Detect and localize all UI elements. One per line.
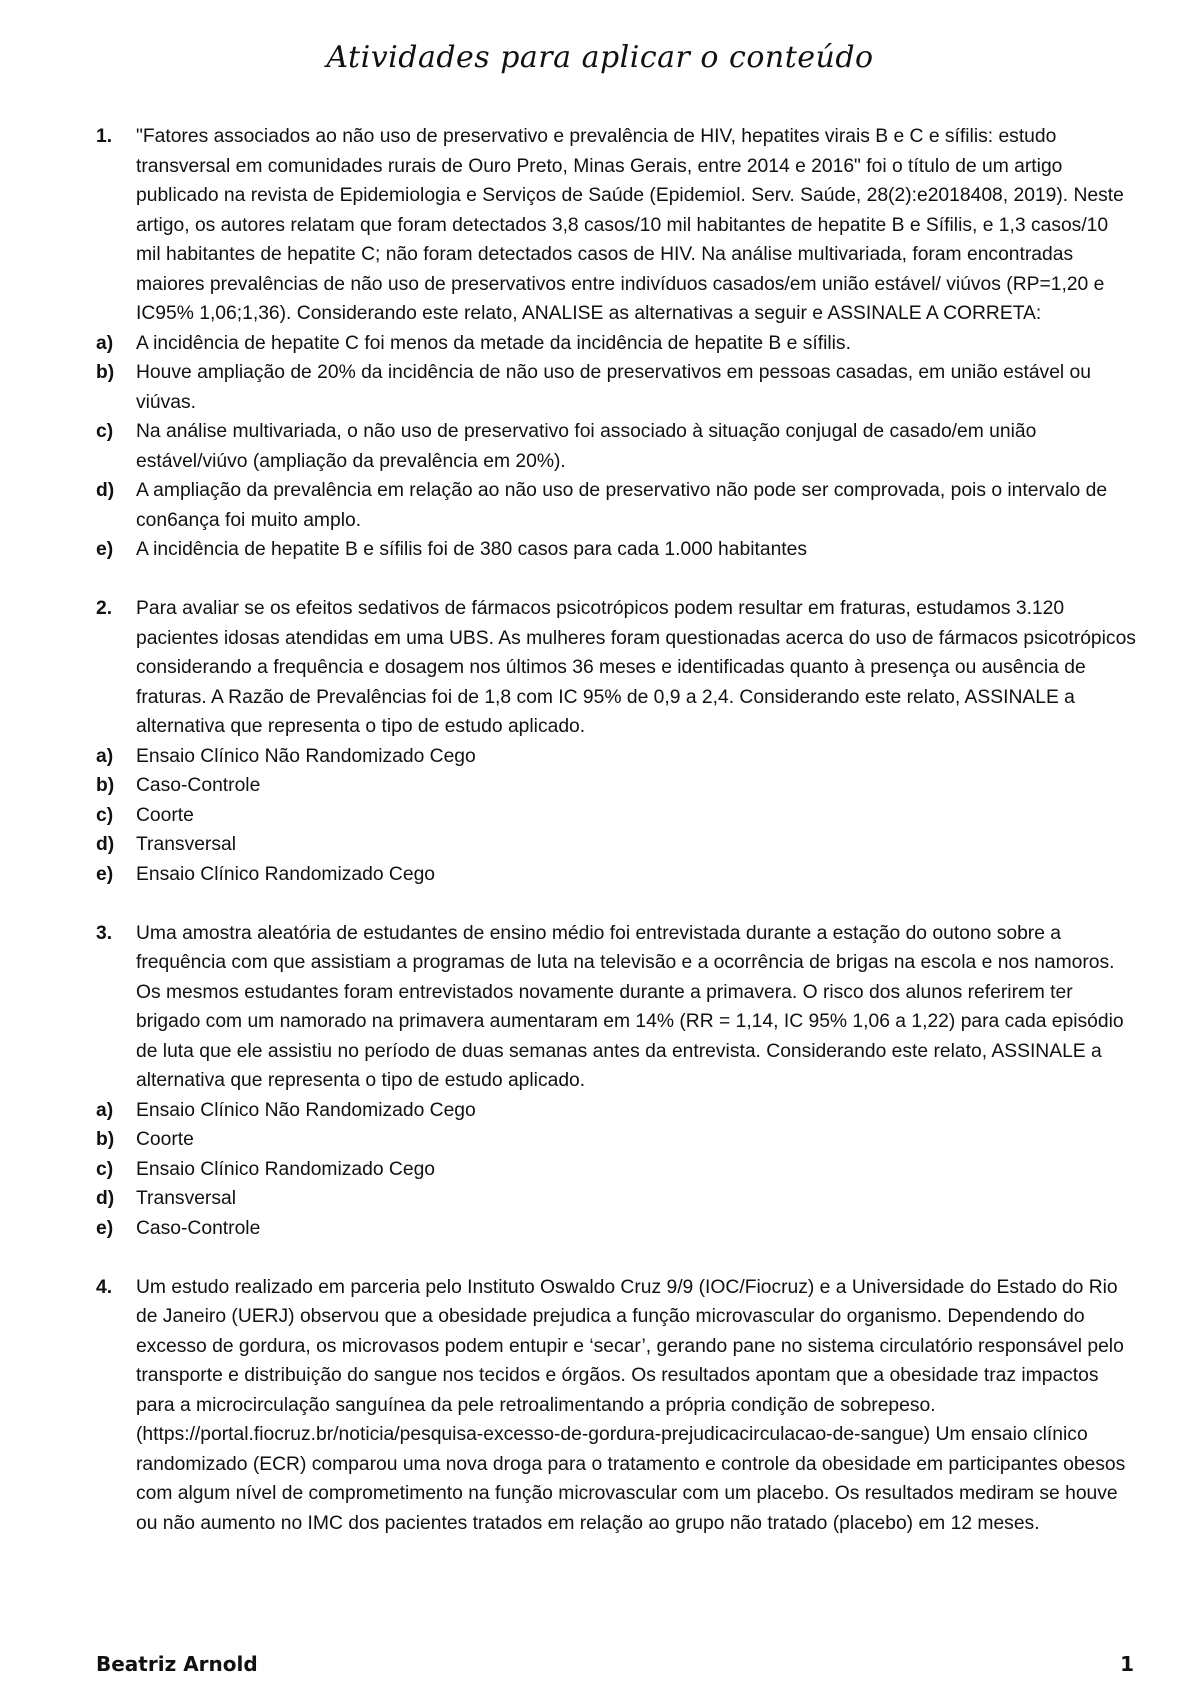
- question-2: [96, 594, 1136, 742]
- spacer: [96, 889, 1136, 919]
- option-label: d): [96, 1188, 115, 1209]
- option-e: [96, 535, 1136, 565]
- option-label: d): [96, 834, 115, 855]
- question-number: 4.: [96, 1276, 113, 1298]
- option-label: a): [96, 745, 114, 767]
- option-text: Ensaio Clínico Randomizado Cego: [136, 1158, 436, 1180]
- question-3-options: [96, 1096, 1136, 1244]
- option-label: e): [96, 1217, 114, 1239]
- option-e: [96, 1214, 1136, 1244]
- option-text: A ampliação da prevalência em relação ao não uso de preservativo não pode ser comprovada, pois o intervalo de con6ança foi muito amplo.: [136, 480, 1108, 531]
- option-d: [96, 476, 1136, 535]
- option-label: a): [96, 1099, 114, 1121]
- question-text: Para avaliar se os efeitos sedativos de fármacos psicotrópicos podem resultar em fraturas, estudamos 3.120 pacientes idosas atendidas em uma UBS. As mulheres foram questionadas acerca do uso de fármacos psicotrópicos considerando a frequência e dosagem nos últimos 36 meses e identificadas quanto à presença ou ausência de fraturas. A Razão de Prevalências foi de 1,8 com IC 95% de 0,9 a 2,4. Considerando este relato, ASSINALE a alternativa que representa o tipo de estudo aplicado.: [136, 598, 1136, 737]
- question-number: 2.: [96, 598, 113, 619]
- option-c: [96, 801, 1136, 831]
- question-1-options: [96, 329, 1136, 565]
- option-text: Caso-Controle: [136, 1217, 261, 1239]
- option-label: c): [96, 1158, 114, 1180]
- option-label: a): [96, 332, 114, 354]
- option-label: d): [96, 480, 115, 501]
- option-b: [96, 1125, 1136, 1155]
- page-title: Atividades para aplicar o conteúdo: [326, 40, 874, 75]
- option-label: c): [96, 421, 114, 442]
- option-c: [96, 1155, 1136, 1185]
- question-3: [96, 919, 1136, 1096]
- option-text: Coorte: [136, 1129, 194, 1150]
- option-label: b): [96, 775, 115, 796]
- question-4: [96, 1273, 1136, 1539]
- spacer: [96, 1243, 1136, 1273]
- option-b: [96, 358, 1136, 417]
- option-label: b): [96, 362, 115, 383]
- option-text: Transversal: [136, 834, 237, 855]
- option-c: [96, 417, 1136, 476]
- spacer: [96, 565, 1136, 595]
- question-number: 1.: [96, 126, 113, 147]
- option-text: Ensaio Clínico Não Randomizado Cego: [136, 1099, 476, 1121]
- question-text: Uma amostra aleatória de estudantes de ensino médio foi entrevistada durante a estação do outono sobre a frequência com que assistiam a programas de luta na televisão e a ocorrência de brigas na escola e nos namoros. Os mesmos estudantes foram entrevistados novamente durante a primavera. O risco dos alunos referirem ter brigado com um namorado na primavera aumentaram em 14% (RR = 1,14, IC 95% 1,06 a 1,22) para cada episódio de luta que ele assistiu no período de duas semanas antes da entrevista. Considerando este relato, ASSINALE a alternativa que representa o tipo de estudo aplicado.: [136, 922, 1124, 1091]
- option-label: b): [96, 1129, 115, 1150]
- option-label: e): [96, 863, 114, 885]
- option-text: Na análise multivariada, o não uso de preservativo foi associado à situação conjugal de casado/em união estável/viúvo (ampliação da prevalência em 20%).: [136, 421, 1037, 472]
- option-d: [96, 830, 1136, 860]
- questions-list: [96, 122, 1136, 1538]
- page-number: 1: [1120, 1652, 1134, 1676]
- footer-author: Beatriz Arnold: [96, 1652, 258, 1676]
- option-d: [96, 1184, 1136, 1214]
- option-text: Houve ampliação de 20% da incidência de não uso de preservativos em pessoas casadas, em união estável ou viúvas.: [136, 362, 1092, 413]
- option-text: Ensaio Clínico Não Randomizado Cego: [136, 745, 476, 767]
- option-text: Caso-Controle: [136, 775, 261, 796]
- question-text: "Fatores associados ao não uso de preservativo e prevalência de HIV, hepatites virais B e C e sífilis: estudo transversal em comunidades rurais de Ouro Preto, Minas Gerais, entre 2014 e 2016" foi o título de um artigo publicado na revista de Epidemiologia e Serviços de Saúde (Epidemiol. Serv. Saúde, 28(2):e2018408, 2019). Neste artigo, os autores relatam que foram detectados 3,8 casos/10 mil habitantes de hepatite B e Sífilis, e 1,3 casos/10 mil habitantes de hepatite C; não foram detectados casos de HIV. Na análise multivariada, foram encontradas maiores prevalências de não uso de preservativos entre indivíduos casados/em união estável/ viúvos (RP=1,20 e IC95% 1,06;1,36). Considerando este relato, ANALISE as alternativas a seguir e ASSINALE A CORRETA:: [136, 126, 1124, 324]
- question-text: Um estudo realizado em parceria pelo Instituto Oswaldo Cruz 9/9 (IOC/Fiocruz) e a Universidade do Estado do Rio de Janeiro (UERJ) observou que a obesidade prejudica a função microvascular do organismo. Dependendo do excesso de gordura, os microvasos podem entupir e ‘secar’, gerando pane no sistema circulatório responsável pelo transporte e distribuição do sangue nos tecidos e órgãos. Os resultados apontam que a obesidade traz impactos para a microcirculação sanguínea da pele retroalimentando a própria condição de sobrepeso. (https://portal.fiocruz.br/noticia/pesquisa-excesso-de-gordura-prejudicacirculacao-de-sangue) Um ensaio clínico randomizado (ECR) comparou uma nova droga para o tratamento e controle da obesidade em participantes obesos com algum nível de comprometimento na função microvascular com um placebo. Os resultados mediram se houve ou não aumento no IMC dos pacientes tratados em relação ao grupo não tratado (placebo) em 12 meses.: [136, 1276, 1126, 1534]
- option-text: Ensaio Clínico Randomizado Cego: [136, 863, 436, 885]
- option-text: A incidência de hepatite C foi menos da metade da incidência de hepatite B e sífilis.: [136, 332, 851, 354]
- option-a: [96, 742, 1136, 772]
- option-text: Coorte: [136, 804, 194, 826]
- option-e: [96, 860, 1136, 890]
- question-1: [96, 122, 1136, 329]
- option-label: c): [96, 804, 114, 826]
- option-a: [96, 329, 1136, 359]
- option-text: A incidência de hepatite B e sífilis foi de 380 casos para cada 1.000 habitantes: [136, 539, 808, 560]
- option-b: [96, 771, 1136, 801]
- option-text: Transversal: [136, 1188, 237, 1209]
- option-a: [96, 1096, 1136, 1126]
- question-2-options: [96, 742, 1136, 890]
- question-number: 3.: [96, 922, 113, 944]
- option-label: e): [96, 539, 114, 560]
